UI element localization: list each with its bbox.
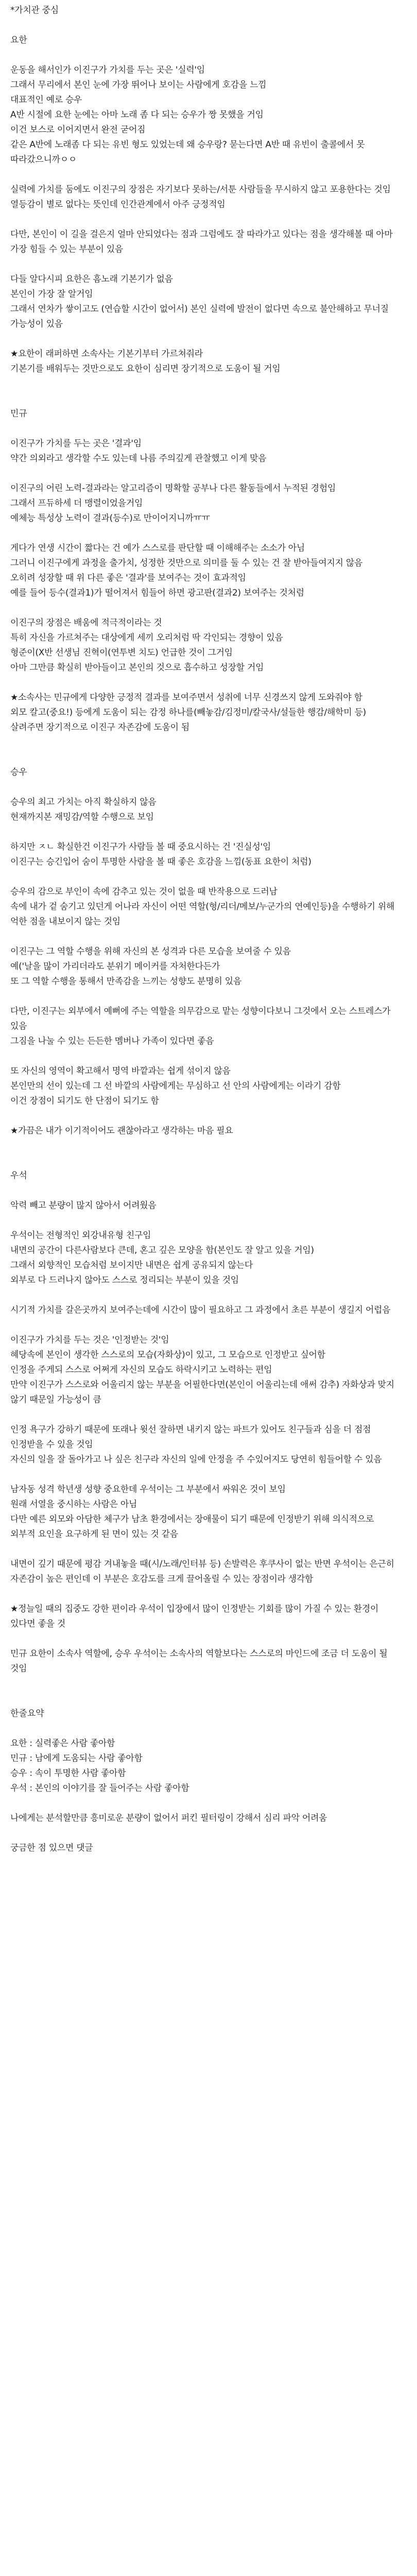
paragraph	[10, 1124, 395, 1139]
paragraph	[10, 795, 395, 825]
summary-item: 승우 : 속이 투명한 사람 좋아함	[10, 1768, 126, 1778]
paragraph	[10, 1004, 395, 1049]
paragraph-line: 다만, 본인이 이 길을 걸은지 얼마 안되었다는 점과 그럼에도 잘 따라가고 있다는 점을 생각해볼 때 아마 가장 힘들 수 있는 부분이 있음	[10, 229, 395, 255]
paragraph-line: 운동을 해서인가 이진구가 가치를 두는 곳은 '실력'임	[10, 65, 205, 75]
paragraph-line: 예체능 특성상 노력이 결과(등수)로 만이어지니까ㅠㅠ	[10, 513, 210, 523]
paragraph	[10, 1422, 395, 1467]
paragraph	[10, 436, 395, 466]
paragraph-line: 원래 서열을 중시하는 사람은 아님	[10, 1499, 137, 1510]
paragraph-line: 이진구가 가치를 두는 곳은 '결과'임	[10, 438, 142, 449]
paragraph-line: 이진구는 그 역할 수행을 위해 자신의 본 성격과 다른 모습을 보여줄 수 있음	[10, 946, 291, 957]
paragraph-line: 다들 알다시피 요한은 흠노래 기본기가 없음	[10, 274, 173, 284]
paragraph-line: 같은 A반에 노래좀 다 되는 유빈 형도 있었는데 왜 승우랑? 묻는다면 A반 때 유빈이 출콜에서 못 따라갔으니까ㅇㅇ	[10, 140, 368, 165]
section-heading: 우석	[10, 1171, 27, 1181]
section-heading: 승우	[10, 767, 27, 777]
paragraph	[10, 1333, 395, 1408]
paragraph-line: 형준이(X반 선생님 진혁이(연투변 치도) 언급한 것이 그거임	[10, 648, 233, 658]
summary-item: 민규 : 남에게 도움되는 사람 좋아함	[10, 1753, 143, 1764]
summary-list	[10, 1736, 395, 1796]
paragraph-line: 시기적 가치를 갈은곳까지 보여주는데에 시간이 많이 필요하고 그 과정에서 초른 부분이 생길지 어럽음	[10, 1305, 391, 1315]
paragraph-line: 우석이는 전형적인 외강내유형 친구임	[10, 1230, 151, 1241]
paragraph-line: 속에 내가 겉 숨기고 있던게 어나라 자신이 어떤 역할(형/리더/메보/누군가의 연예인등)을 수행하기 위해 억한 점을 내보이지 않는 것임	[10, 902, 397, 927]
paragraph	[10, 63, 395, 167]
summary-item: 우석 : 본인의 이야기를 잘 들어주는 사람 좋아함	[10, 1783, 189, 1793]
paragraph-line: 그짐을 나눌 수 있는 든든한 멤버나 가족이 있다면 좋음	[10, 1036, 214, 1046]
footer-block	[10, 1841, 395, 1856]
paragraph	[10, 944, 395, 989]
paragraph-line: 인정 욕구가 강하기 때문에 또래나 윗선 잘하면 내키지 않는 파트가 있어도 친구들과 심을 더 점점 인정받을 수 있을 것임	[10, 1425, 374, 1450]
paragraph-line: 약간 의외라고 생각할 수도 있는데 나름 주의깊게 관찰했고 이게 맞음	[10, 453, 267, 464]
summary-heading: 한줄요약	[10, 1708, 44, 1719]
paragraph-line: 특히 자신을 가르쳐주는 대상에게 세끼 오리처럼 딱 각인되는 경향이 있음	[10, 633, 283, 643]
paragraph-line: 실력에 가치를 둠에도 이진구의 장점은 자기보다 못하는/서툰 사람들을 무시하지 않고 포용한다는 것임	[10, 184, 391, 195]
summary-item: 요한 : 실력좋은 사람 좋아함	[10, 1738, 115, 1749]
paragraph	[10, 227, 395, 257]
paragraph-line: 다만 예른 외모와 아담한 체구가 남초 환경에서는 장애물이 되기 때문에 인정받기 위해 의식적으로 외부적 요인을 요구하게 된 면이 있는 것 같음	[10, 1514, 377, 1539]
paragraph-line: 그래서 프듀하세 더 맹렬이었을거임	[10, 498, 143, 509]
paragraph-line: 예를 들어 등수(결과1)가 떨어져서 힘들어 하면 광고판(결과2) 보여주는 것처럼	[10, 588, 304, 598]
paragraph-line: 만약 이진구가 스스로와 어울리지 않는 부분을 어필한다면(본인이 어울리는데 애써 감추) 자화상과 맞지 않기 때문일 가능성이 큼	[10, 1380, 397, 1405]
document-title: *가치관 중심	[10, 5, 59, 15]
paragraph-line: 이진구가 가치를 두는 것은 '인정받는 것'임	[10, 1335, 169, 1345]
paragraph	[10, 541, 395, 601]
paragraph	[10, 1198, 395, 1213]
paragraph-line: 외모 칼고(중요!) 등에게 도움이 되는 감정 하나를(빼놓감/김정미/칼국사/설들한 행감/해학미 등) 살려주면 장기적으로 이진구 자존감에 도움이 됨	[10, 707, 369, 733]
paragraph-line: 오히려 성장할 때 위 다른 좋은 '결과'를 보여주는 것이 효과적임	[10, 573, 246, 583]
paragraph-line: 이진구의 장점은 배움에 적극적이라는 것	[10, 618, 162, 628]
paragraph-line: 승우의 최고 가치는 아직 확실하지 않음	[10, 797, 157, 807]
paragraph-line: 외부로 다 드러나지 않아도 스스로 정리되는 부분이 있을 것임	[10, 1275, 239, 1285]
paragraph	[10, 616, 395, 675]
paragraph-line: 또 그 역할 수행을 통해서 만족감을 느끼는 성향도 분명히 있음	[10, 976, 241, 987]
document-title-block	[10, 3, 395, 18]
paragraph	[10, 182, 395, 212]
section-heading: 요한	[10, 35, 27, 45]
paragraph	[10, 272, 395, 332]
paragraph-line: 아마 그만큼 확실히 받아들이고 본인의 것으로 흡수하고 성장할 거임	[10, 663, 264, 673]
paragraph-line: 이건 장점이 되기도 한 단점이 되기도 함	[10, 1096, 159, 1106]
paragraph-line: ★가끔은 내가 이기적이어도 괜찮아라고 생각하는 마음 필요	[10, 1126, 233, 1136]
paragraph-line: ★소속사는 민규에게 다양한 긍정적 결과를 보여주면서 성취에 너무 신경쓰지 않게 도와줘야 함	[10, 692, 362, 703]
paragraph-line: 이건 보스로 이어지면서 완전 굳어짐	[10, 125, 146, 135]
paragraph-line: 그래서 외향적인 모습처럼 보이지만 내면은 쉽게 공유되지 않는다	[10, 1260, 253, 1270]
paragraph-line: 열등감이 별로 없다는 뜻인데 인간관계에서 아주 긍정적임	[10, 199, 225, 210]
paragraph	[10, 1482, 395, 1542]
paragraph	[10, 840, 395, 870]
footer-text: 궁금한 점 있으면 댓글	[10, 1843, 93, 1853]
paragraph-line: 남자동 성격 학년생 성향 중요한데 우석이는 그 부분에서 싸워온 것이 보임	[10, 1484, 286, 1495]
paragraph-line: 이진구는 승긴입어 숨이 투명한 사람을 볼 때 좋은 호감을 느낌(동표 요한이 처럼)	[10, 857, 311, 867]
paragraph-line: 인정을 주게되 스스로 어쩌게 자신의 모습도 하락시키고 노력하는 편임	[10, 1365, 272, 1375]
paragraph-line: 하지만 ㅈㄴ 확실한건 이진구가 사람들 볼 때 중요시하는 건 '진실성'임	[10, 842, 271, 852]
closing-block	[10, 1811, 395, 1826]
paragraph-line: ★정늘일 때의 집중도 강한 편이라 우석이 입장에서 많이 인정받는 기회를 많이 가질 수 있는 환경이 있다면 좋을 것	[10, 1604, 381, 1629]
paragraph-line: 자신의 일을 잘 돌아가고 나 싶은 친구라 자신의 일에 안정을 주 수있어지도 당연히 힘들어할 수 있음	[10, 1454, 382, 1465]
paragraph-line: 내면이 깊기 때문에 평감 겨내놓을 때(시/노래/인터뷰 등) 손발력은 후쿠사이 없는 반면 우석이는 은근히 자존감이 높은 편인데 이 부분은 호감도를 크게 끌어올릴 수 있는 장점이라 생각함	[10, 1559, 397, 1584]
paragraph-line: 본인만의 선이 있는데 그 선 바깥의 사람에게는 무심하고 선 안의 사람에게는 이라기 감함	[10, 1081, 341, 1091]
outro-text: 민규 요한이 소속사 역할에, 승우 우석이는 소속사의 역할보다는 스스로의 마인드에 조금 더 도움이 될 것임	[10, 1649, 390, 1674]
outro-block	[10, 1647, 395, 1676]
section-heading: 민규	[10, 409, 27, 419]
paragraph-line: 그래서 무리에서 본인 눈에 가장 뛰어나 보이는 사람에게 호감을 느낌	[10, 80, 267, 90]
paragraph	[10, 1602, 395, 1632]
paragraph	[10, 1303, 395, 1318]
paragraph	[10, 1228, 395, 1288]
paragraph-line: 게다가 연생 시간이 짧다는 건 예가 스스로를 판단할 때 이해해주는 소소가 아님	[10, 543, 305, 553]
closing-line: 나에게는 분석할만큼 흥미로운 분량이 없어서 퍼킨 필터링이 강해서 심리 파악 어려움	[10, 1813, 327, 1823]
paragraph-line: 그래서 연차가 쌓이고도 (연습할 시간이 없어서) 본인 실력에 발전이 없다면 속으로 불안해하고 무너질 가능성이 있음	[10, 304, 392, 329]
paragraph-line: 예('날을 많이 가리더라도 분위기 메이커를 자처한다든가	[10, 961, 220, 972]
paragraph-line: 기본기를 배워두는 것만으로도 요한이 심리면 장기적으로 도움이 될 거임	[10, 364, 281, 374]
paragraph-line: 내면의 공간이 다른사람보다 큰데, 혼고 깊은 모양을 함(본인도 잘 알고 있을 거임)	[10, 1245, 314, 1256]
paragraph	[10, 481, 395, 526]
paragraph-line: 이진구의 어린 노력-결과라는 알고리즘이 명확할 공부나 다른 활동들에서 누적된 경험임	[10, 483, 336, 494]
paragraph	[10, 347, 395, 377]
sections-container	[10, 33, 395, 1632]
paragraph-line: 승우의 감으로 부인이 속에 감추고 있는 것이 없을 때 반작용으로 드러남	[10, 887, 277, 897]
paragraph	[10, 1064, 395, 1109]
paragraph-line: 본인이 가장 잘 알거임	[10, 289, 93, 299]
paragraph-line: 또 자신의 영역이 확고해서 명역 바깥과는 쉽게 섞이지 않음	[10, 1066, 231, 1076]
paragraph-line: 그러니 이진구에게 과정을 출가치, 성정한 것만으로 의미를 둘 수 있는 건 잘 받아들여지지 않음	[10, 558, 363, 568]
paragraph	[10, 690, 395, 735]
paragraph-line: A반 시절에 요한 눈에는 아마 노래 좀 다 되는 승우가 짱 못했을 거임	[10, 110, 264, 120]
paragraph-line: ★요한이 래퍼하면 소속사는 기본기부터 가르쳐줘라	[10, 349, 203, 359]
paragraph-line: 현재까지본 재밍감/역할 수행으로 보임	[10, 812, 154, 822]
paragraph-line: 악력 빼고 분량이 많지 않아서 어려웠음	[10, 1200, 157, 1211]
paragraph	[10, 885, 395, 929]
paragraph-line: 대표적인 예로 승우	[10, 95, 82, 105]
paragraph	[10, 1557, 395, 1587]
paragraph-line: 다만, 이진구는 외부에서 예뻐에 주는 역할을 의무감으로 맡는 성향이다보니 그것에서 오는 스트레스가 있음	[10, 1006, 393, 1031]
paragraph-line: 혜당속에 본인이 생각한 스스로의 모습(자화상)이 있고, 그 모습으로 인정받고 싶어함	[10, 1350, 325, 1360]
